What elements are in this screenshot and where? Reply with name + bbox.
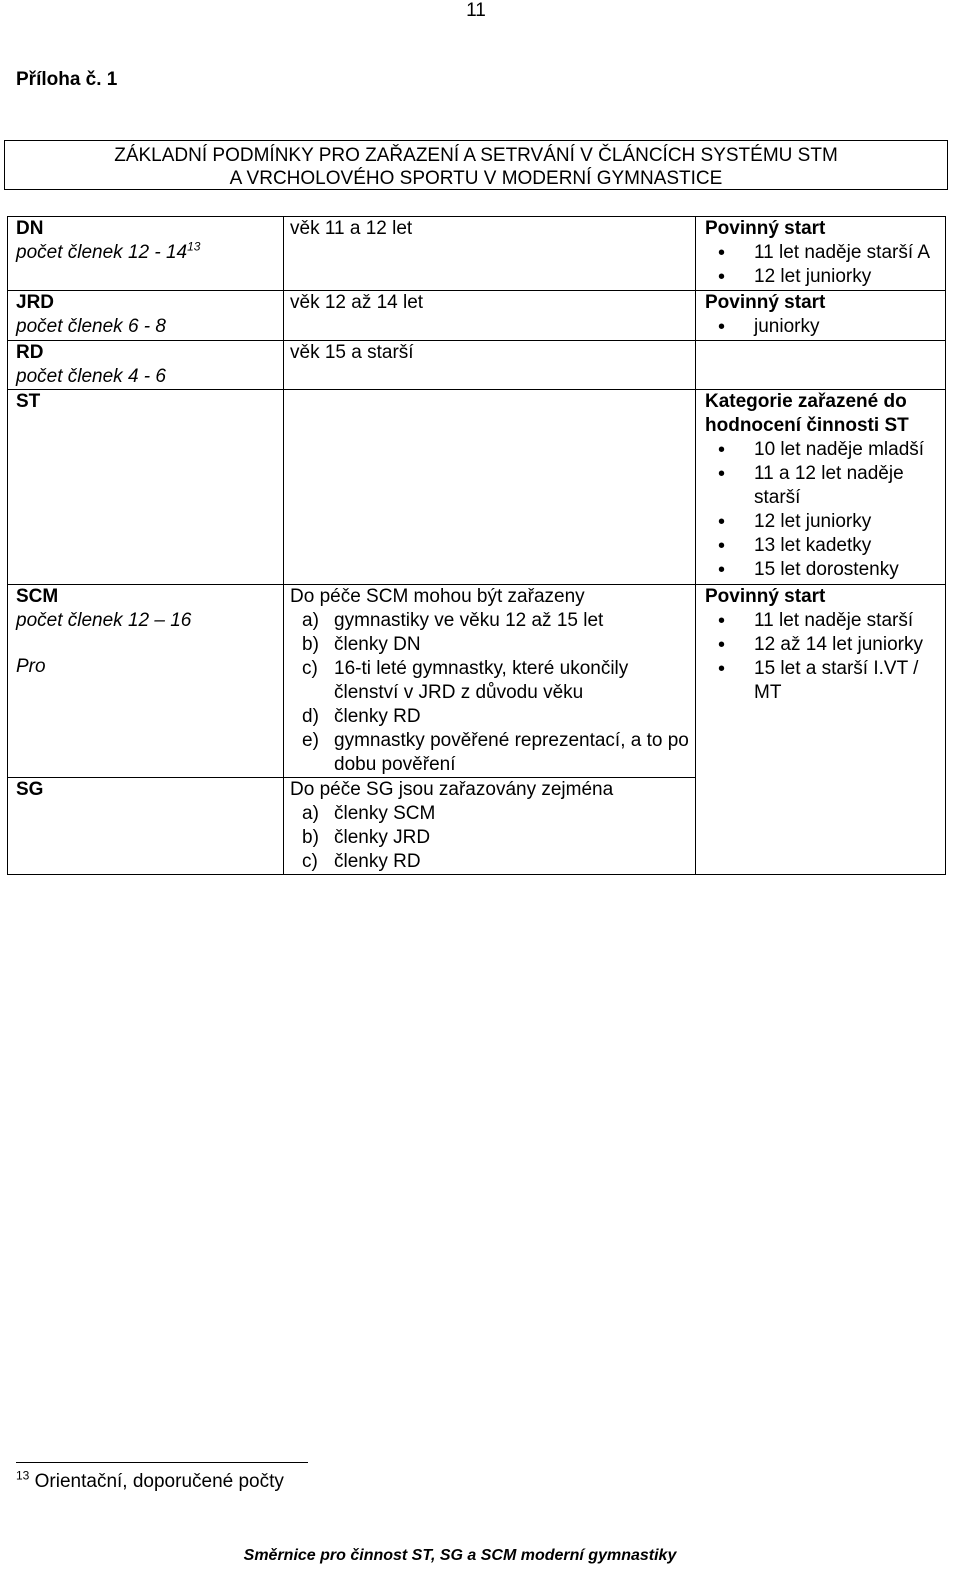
footnote-ref: 13	[187, 239, 201, 254]
list-item: e) gymnastky pověřené reprezentací, a to po dobu pověření	[302, 730, 689, 775]
group-name: JRD	[16, 292, 55, 313]
list-item: • 12 let juniorky	[705, 510, 945, 534]
conditions-table	[7, 216, 946, 875]
footnote-text: Orientační, doporučené počty	[34, 1471, 284, 1492]
requirement-title: Povinný start	[705, 218, 826, 239]
cell-dn-start	[696, 217, 946, 291]
group-count: počet členek 4 - 6	[16, 366, 166, 387]
age-requirement: věk 15 a starší	[290, 342, 414, 363]
table-row-scm	[8, 585, 946, 778]
title-line-2: A VRCHOLOVÉHO SPORTU V MODERNÍ GYMNASTICE	[229, 168, 723, 189]
cell-dn-age	[284, 217, 696, 291]
cell-rd-group	[8, 341, 284, 390]
cell-dn-group	[8, 217, 284, 291]
list-item: • 13 let kadetky	[705, 534, 945, 558]
cell-jrd-age	[284, 291, 696, 341]
table-row-rd	[8, 341, 946, 390]
care-intro: Do péče SCM mohou být zařazeny	[290, 586, 585, 607]
list-item: a) gymnastiky ve věku 12 až 15 let	[302, 610, 604, 631]
group-name: SCM	[16, 586, 59, 607]
cell-scm-start	[696, 585, 946, 875]
table-row-jrd	[8, 291, 946, 341]
list-item: d) členky RD	[302, 706, 421, 727]
group-name: RD	[16, 342, 44, 363]
cell-scm-desc	[284, 585, 696, 778]
cell-rd-start	[696, 341, 946, 390]
list-item: b) členky DN	[302, 634, 421, 655]
requirement-title: Povinný start	[705, 292, 826, 313]
annex-label: Příloha č. 1	[16, 69, 118, 90]
list-item: • 12 let juniorky	[705, 265, 945, 289]
list-item: • 12 až 14 let juniorky	[705, 633, 945, 657]
list-item: b) členky JRD	[302, 827, 431, 848]
cell-st-group	[8, 390, 284, 585]
footnote	[16, 1470, 284, 1494]
table-row-dn	[8, 217, 946, 291]
list-item: • 10 let naděje mladší	[705, 438, 945, 462]
list-item: • 11 let naděje starší	[705, 609, 945, 633]
requirement-title: Kategorie zařazené do	[705, 391, 907, 412]
list-item: • 15 let a starší I.VT / MT	[705, 657, 945, 705]
document-title	[4, 140, 948, 190]
group-name: SG	[16, 779, 44, 800]
list-item: • 11 let naděje starší A	[705, 241, 945, 265]
age-requirement: věk 11 a 12 let	[290, 218, 413, 239]
list-item: a) členky SCM	[302, 803, 436, 824]
page-number: 11	[466, 0, 486, 21]
list-item: • 11 a 12 let naděje starší	[705, 462, 945, 510]
footnote-separator	[16, 1462, 308, 1463]
requirement-title-2: hodnocení činnosti ST	[705, 415, 909, 436]
age-requirement: věk 12 až 14 let	[290, 292, 424, 313]
requirement-title: Povinný start	[705, 586, 826, 607]
group-count: počet členek $12 - 14^{13}$	[16, 239, 201, 263]
cell-jrd-group	[8, 291, 284, 341]
table-row-st	[8, 390, 946, 585]
list-item: c) 16-ti leté gymnastky, které ukončily členství v JRD z důvodu věku	[302, 658, 629, 703]
cell-rd-age	[284, 341, 696, 390]
title-line-1: ZÁKLADNÍ PODMÍNKY PRO ZAŘAZENÍ A SETRVÁNÍ V ČLÁNCÍCH SYSTÉMU STM	[114, 145, 838, 166]
group-count: počet členek 6 - 8	[16, 316, 166, 337]
cell-scm-group	[8, 585, 284, 778]
list-item: c) členky RD	[302, 851, 421, 872]
footnote-number: 13	[16, 1468, 30, 1483]
group-name: DN	[16, 218, 44, 239]
list-item: • juniorky	[705, 315, 945, 339]
cell-st-categories	[696, 390, 946, 585]
cell-sg-group	[8, 778, 284, 875]
cell-sg-desc	[284, 778, 696, 875]
group-count: počet členek 12 – 16	[16, 610, 192, 631]
cell-jrd-start	[696, 291, 946, 341]
cell-st-desc	[284, 390, 696, 585]
group-name: ST	[16, 391, 41, 412]
care-intro: Do péče SG jsou zařazovány zejména	[290, 779, 614, 800]
group-extra: Pro	[16, 656, 46, 677]
list-item: • 15 let dorostenky	[705, 558, 945, 582]
page-footer: Směrnice pro činnost ST, SG a SCM moderní gymnastiky	[243, 1547, 677, 1564]
